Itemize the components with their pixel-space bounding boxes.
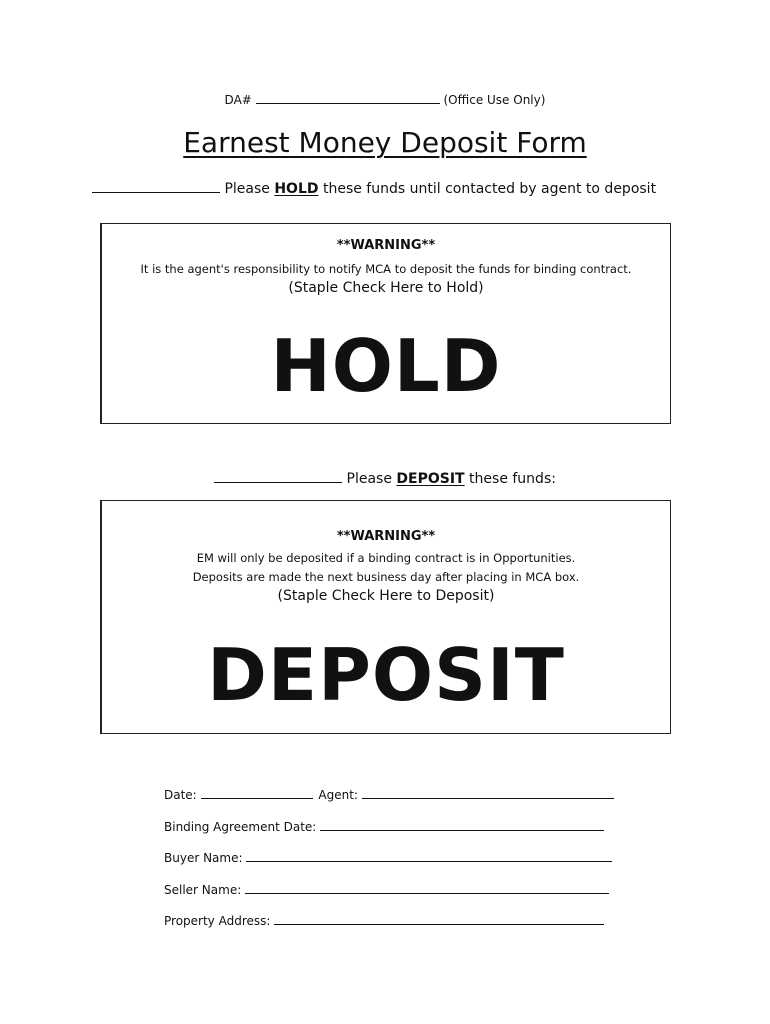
buyer-name-field[interactable] (246, 851, 612, 862)
da-label: DA# (224, 93, 252, 107)
hold-keyword: HOLD (274, 181, 319, 197)
office-use-label: (Office Use Only) (443, 93, 546, 107)
hold-instruction-suffix: these funds until contacted by agent to deposit (322, 181, 657, 197)
date-field[interactable] (201, 788, 313, 799)
hold-staple-label: (Staple Check Here to Hold) (288, 280, 484, 296)
buyer-name-label: Buyer Name: (164, 851, 243, 865)
property-address-field[interactable] (274, 914, 604, 925)
deposit-checkmark-field[interactable] (214, 472, 342, 483)
deposit-box (100, 500, 671, 734)
binding-agreement-date-label: Binding Agreement Date: (164, 820, 317, 834)
seller-name-label: Seller Name: (164, 883, 242, 897)
page-title-text: Earnest Money Deposit Form (183, 126, 587, 159)
seller-name-field[interactable] (245, 883, 609, 894)
hold-note: It is the agent's responsibility to notify MCA to deposit the funds for binding contract. (140, 262, 632, 276)
deposit-note-1: EM will only be deposited if a binding contract is in Opportunities. (196, 551, 576, 565)
da-line (0, 93, 770, 107)
deposit-instruction (0, 471, 770, 487)
deposit-instruction-prefix: Please (346, 471, 392, 487)
deposit-staple-label: (Staple Check Here to Deposit) (277, 588, 495, 604)
deposit-warning: **WARNING** (336, 529, 436, 544)
hold-warning: **WARNING** (336, 238, 436, 253)
binding-agreement-date-field[interactable] (320, 820, 604, 831)
property-address-label: Property Address: (164, 914, 271, 928)
hold-big-label: HOLD (270, 324, 502, 408)
deposit-keyword: DEPOSIT (396, 471, 465, 487)
binding-agreement-row (164, 820, 604, 834)
deposit-big-label: DEPOSIT (207, 633, 565, 717)
deposit-instruction-suffix: these funds: (469, 471, 556, 487)
date-label: Date: (164, 788, 197, 802)
agent-label: Agent: (318, 788, 358, 802)
date-agent-row (164, 788, 614, 802)
property-address-row (164, 914, 604, 928)
page-title (0, 126, 770, 159)
hold-instruction-prefix: Please (224, 181, 270, 197)
da-number-field[interactable] (256, 93, 440, 104)
agent-field[interactable] (362, 788, 614, 799)
hold-instruction (92, 181, 656, 197)
deposit-note-2: Deposits are made the next business day after placing in MCA box. (192, 570, 580, 584)
seller-name-row (164, 883, 609, 897)
hold-box (100, 223, 671, 424)
buyer-name-row (164, 851, 612, 865)
hold-checkmark-field[interactable] (92, 182, 220, 193)
